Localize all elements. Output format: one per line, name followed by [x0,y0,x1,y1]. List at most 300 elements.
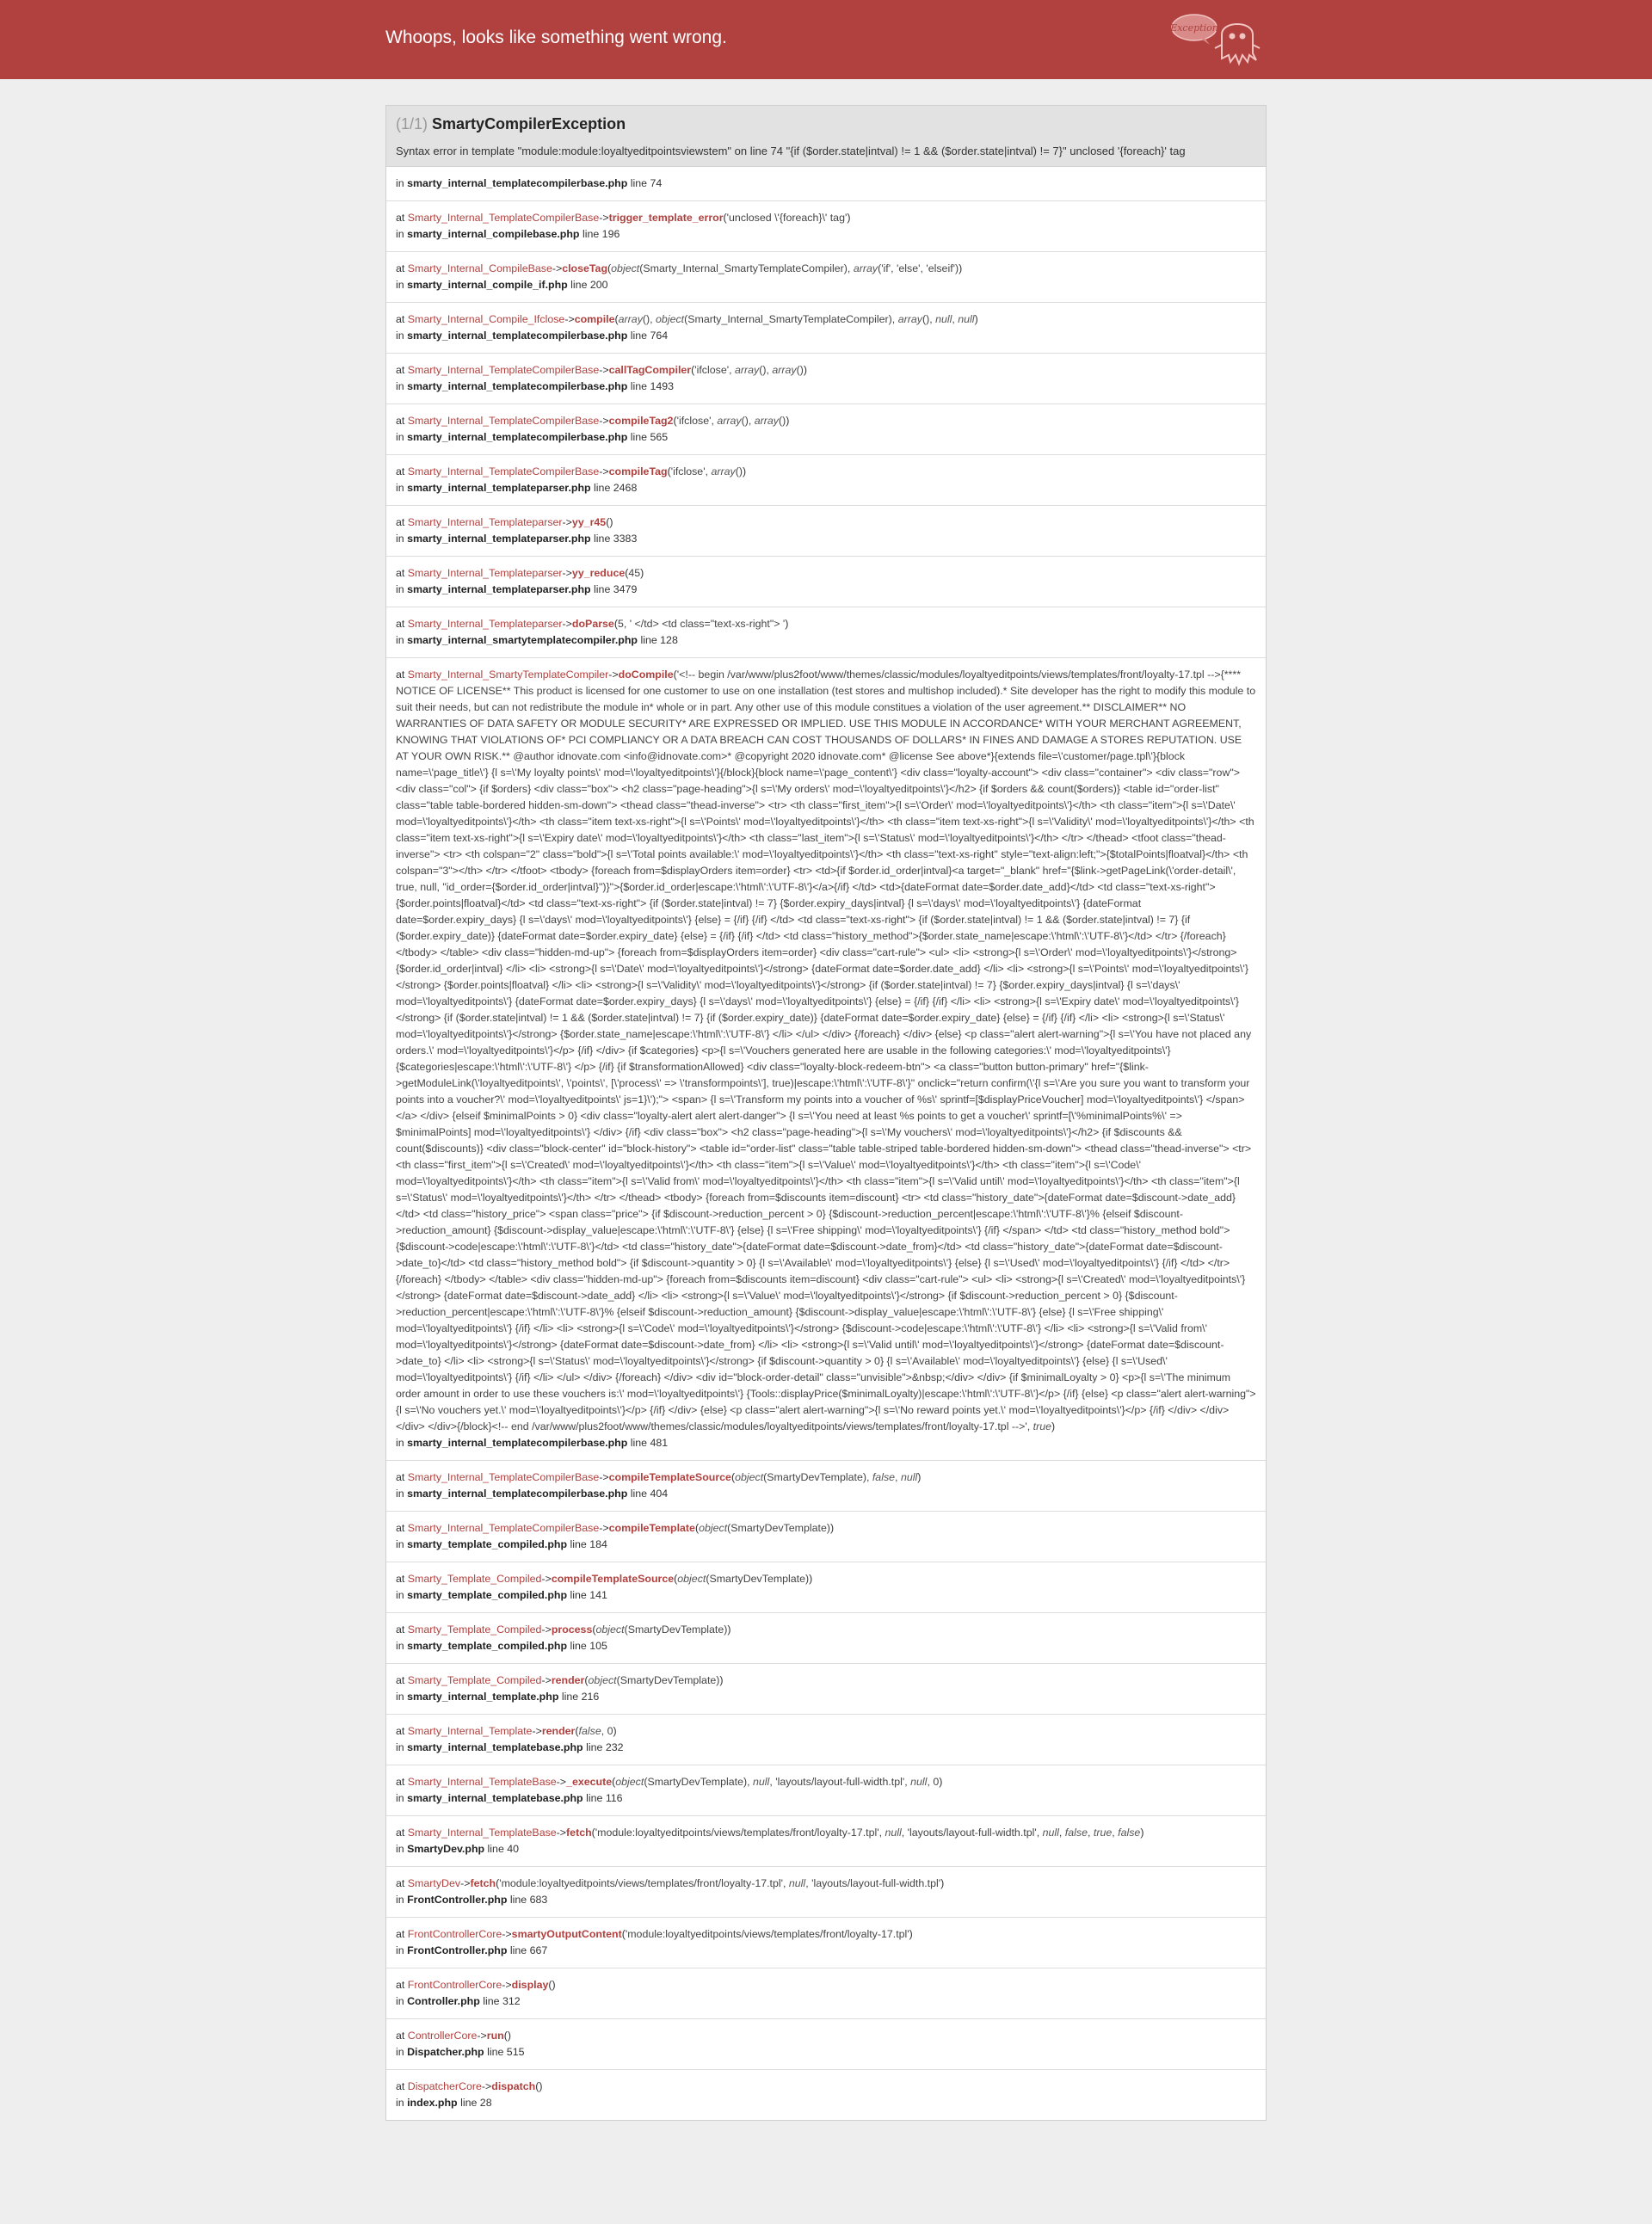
trace-at-label: at [396,212,405,224]
trace-line: line 216 [561,1691,600,1703]
trace-argument: () [735,465,743,477]
trace-line: line 3479 [594,583,638,595]
trace-arrow: -> [599,364,609,376]
trace-function[interactable]: compileTemplateSource [608,1471,731,1483]
trace-call: at FrontControllerCore->smartyOutputContent('module:loyaltyeditpoints/views/templates/front/loyalty-17.tpl') [396,1928,913,1940]
trace-argument: null [1042,1827,1059,1839]
trace-at-label: at [396,1725,405,1737]
trace-argument: (Smarty_Internal_SmartyTemplateCompiler), [684,313,898,325]
trace-at-label: at [396,465,405,477]
trace-location [396,1689,1256,1705]
trace-item [386,506,1266,557]
trace-argument: array [772,364,797,376]
trace-location [396,480,1256,496]
trace-at-label: at [396,1928,405,1940]
trace-class[interactable]: Smarty_Internal_Templateparser [407,567,563,579]
trace-argument: (SmartyDevTemplate) [727,1522,830,1534]
trace-argument: , 'layouts/layout-full-width.tpl', [769,1776,911,1788]
bottom-spacer [0,2121,1652,2155]
trace-argument: 'module:loyaltyeditpoints/views/templates/front/loyalty-17.tpl', [595,1827,885,1839]
trace-argument: object [615,1776,644,1788]
trace-argument: null [910,1776,928,1788]
trace-arrow: -> [556,1776,567,1788]
trace-arrow: -> [541,1573,552,1585]
trace-in-label: in [396,1691,404,1703]
trace-location [396,379,1256,395]
trace-file[interactable]: smarty_internal_templatebase.php [407,1741,583,1753]
trace-function[interactable]: process [551,1623,593,1636]
trace-item [386,201,1266,252]
trace-in-label: in [396,634,404,646]
trace-item [386,607,1266,658]
trace-item [386,167,1266,201]
trace-class[interactable]: Smarty_Internal_TemplateCompilerBase [407,212,600,224]
trace-argument: (SmartyDevTemplate), [644,1776,754,1788]
trace-function[interactable]: fetch [470,1877,496,1889]
trace-file[interactable]: smarty_internal_templatecompilerbase.php [407,431,628,443]
trace-location [396,1892,1256,1908]
trace-argument: false [578,1725,601,1737]
trace-in-label: in [396,1437,404,1449]
trace-at-label: at [396,1827,405,1839]
trace-call: at Smarty_Internal_Templateparser->yy_reduce(45) [396,567,644,579]
trace-arrow: -> [532,1725,542,1737]
trace-in-label: in [396,1894,404,1906]
trace-in-label: in [396,1944,404,1956]
trace-class[interactable]: Smarty_Internal_Compile_Ifclose [407,313,565,325]
trace-line: line 667 [509,1944,548,1956]
trace-argument: (SmartyDevTemplate) [616,1674,720,1686]
trace-argument: () [796,364,804,376]
trace-call: at Smarty_Internal_TemplateCompilerBase->compileTemplate(object(SmartyDevTemplate)) [396,1522,835,1534]
trace-arrow: -> [562,618,572,630]
trace-argument: array [711,465,736,477]
trace-call: at Smarty_Template_Compiled->process(object(SmartyDevTemplate)) [396,1623,731,1636]
trace-line: line 1493 [630,380,675,392]
trace-class[interactable]: Smarty_Internal_Template [407,1725,533,1737]
trace-class[interactable]: FrontControllerCore [407,1928,502,1940]
trace-call: at DispatcherCore->dispatch() [396,2080,543,2092]
trace-argument: '<!-- begin /var/www/plus2foot/www/themes/classic/modules/loyaltyeditpoints/views/templates/front/loyalty-17.tpl -->{**** NOTICE OF LICENSE** This product is licensed for one customer to use on one installation (test stores and multishop included).* Site developer has the right to modify this module to suit their needs, but can not redistribute the module in* whole or in part. Any other use of this module constitues a violation of the user agreement.** DISCLAIMER** NO WARRANTIES OF DATA SAFETY OR MODULE SECURITY* ARE EXPRESSED OR IMPLIED. USE THIS MODULE IN ACCORDANCE* WITH YOUR MERCHANT AGREEMENT, KNOWING THAT VIOLATIONS OF* PCI COMPLIANCY OR A DATA BREACH CAN COST THOUSANDS OF DOLLARS* IN FINES AND DAMAGE A STORES REPUTATION. USE AT YOUR OWN RISK.** @author idnovate.com <info@idnovate.com>* @copyright 2020 idnovate.com* @license See above*}{extends file=\'customer/page.tpl\'}{block name=\'page_title\'} {l s=\'My loyalty points\' mod=\'loyaltyeditpoints\'}{/block}{block name=\'page_content\'} <div class="loyalty-account"> <div class="container"> <div class="row"> <div class="col"> {if $orders} <div class="box"> <h2 class="page-heading">{l s=\'My orders\' mod=\'loyaltyeditpoints\'}</h2> {if $orders && count($orders)} <table id="order-list" class="table table-bordered hidden-sm-down"> <thead class="thead-inverse"> <tr> <th class="first_item">{l s=\'Order\' mod=\'loyaltyeditpoints\'}</th> <th class="item">{l s=\'Date\' mod=\'loyaltyeditpoints\'}</th> <th class="item text-xs-right">{l s=\'Points\' mod=\'loyaltyeditpoints\'}</th> <th class="item text-xs-right">{l s=\'Validity\' mod=\'loyaltyeditpoints\'}</th> <th class="item text-xs-right">{l s=\'Expiry date\' mod=\'loyaltyeditpoints\'}</th> <th class="last_item">{l s=\'Status\' mod=\'loyaltyeditpoints\'}</th> </tr> </thead> <tfoot class="thead-inverse"> <tr> <th colspan="2" class="bold">{l s=\'Total points available:\' mod=\'loyaltyeditpoints\'}</th> <th class="text-xs-right" style="text-align:left;">{$totalPoints|floatval}</th> <th colspan="3"></th> </tr> </tfoot> <tbody> {foreach from=$displayOrders item=order} <tr> <td>{if $order.id_order|intval}<a target="_blank" href="{$link->getPageLink(\'order-detail\', true, null, "id_order={$order.id_order|intval}")}">{$order.id_order|escape:\'html\':\'UTF-8\'}</a>{/if} </td> <td>{dateFormat date=$order.date_add}</td> <td class="text-xs-right">{$order.points|floatval}</td> <td class="text-xs-right"> {if ($order.state|intval) != 7} {$order.expiry_days|intval} {l s=\'days\' mod=\'loyaltyeditpoints\'} {dateFormat date=$order.expiry_days} {l s=\'days\' mod=\'loyaltyeditpoints\'} {else} = {/if} {/if} </td> <td class="text-xs-right"> {if ($order.state|intval) != 1 && ($order.state|intval) != 7} {if ($order.expiry_date)} {dateFormat date=$order.expiry_date} {else} = {/if} {/if} </td> <td class="history_method">{$order.state_name|escape:\'html\':\'UTF-8\'}</td> </tr> {/foreach} </tbody> </table> <div class="hidden-md-up"> {foreach from=$displayOrders item=order} <div class="cart-rule"> <ul> <li> <strong>{l s=\'Order\' mod=\'loyaltyeditpoints\'}</strong> {$order.id_order|intval} </li> <li> <strong>{l s=\'Date\' mod=\'loyaltyeditpoints\'}</strong> {dateFormat date=$order.date_add} </li> <li> <strong>{l s=\'Points\' mod=\'loyaltyeditpoints\'}</strong> {$order.points|floatval} </li> <li> <strong>{l s=\'Validity\' mod=\'loyaltyeditpoints\'}</strong> {if ($order.state|intval) != 7} {$order.expiry_days|intval} {l s=\'days\' mod=\'loyaltyeditpoints\'} {dateFormat date=$order.expiry_days} {l s=\'days\' mod=\'loyaltyeditpoints\'} {else} = {/if} {/if} </li> <li> <strong>{l s=\'Expiry date\' mod=\'loyaltyeditpoints\'}</strong> {if ($order.state|intval) != 1 && ($order.state|intval) != 7} {if ($order.expiry_date)} {dateFormat date=$order.expiry_date} {else} = {/if} {/if} </li> <li> <strong>{l s=\'Status\' mod=\'loyaltyeditpoints\'}</strong> {$order.state_name|escape:\'html\':\'UTF-8\'} </li> </ul> </div> {/foreach} </div> {else} <p class="alert alert-warning">{l s=\'You have not placed any orders.\' mod=\'loyaltyeditpoints\'}</p> {/if} </div> {if $categories} <p>{l s=\'Vouchers generated here are usable in the following categories:\' mod=\'loyaltyeditpoints\'} {$categories|escape:\'html\':\'UTF-8\'} </p> {/if} {if $transformationAllowed} <div class="loyalty-block-redeem-btn"> <a class="button button-primary" href="{$link->getModuleLink(\'loyaltyeditpoints\', \'points\', [\'process\' => \'transformpoints\'], true)|escape:\'html\':\'UTF-8\'}" onclick="return confirm(\'{l s=\'Are you sure you want to transform your points into a voucher?\' mod=\'loyaltyeditpoints\' js=1}\');"> <span> {l s=\'Transform my points into a voucher of %s\' sprintf=[$displayPriceVoucher] mod=\'loyaltyeditpoints\'} </span> </a> </div> {elseif $minimalPoints > 0} <div class="loyalty-alert alert alert-danger"> {l s=\'You need at least %s points to get a voucher\' sprintf=[\'%minimalPoints%\' => $minimalPoints] mod=\'loyaltyeditpoints\'} </div> {/if} <div class="box"> <h2 class="page-heading">{l s=\'My vouchers\' mod=\'loyaltyeditpoints\'}</h2> {if $discounts && count($discounts)} <div class="block-center" id="block-history"> <table id="order-list" class="table table-striped table-bordered hidden-sm-down"> <thead class="thead-inverse"> <tr> <th class="first_item">{l s=\'Created\' mod=\'loyaltyeditpoints\'}</th> <th class="item">{l s=\'Value\' mod=\'loyaltyeditpoints\'}</th> <th class="item">{l s=\'Code\' mod=\'loyaltyeditpoints\'}</th> <th class="item">{l s=\'Valid from\' mod=\'loyaltyeditpoints\'}</th> <th class="item">{l s=\'Valid until\' mod=\'loyaltyeditpoints\'}</th> <th class="item">{l s=\'Status\' mod=\'loyaltyeditpoints\'}</th> </tr> </thead> <tbody> {foreach from=$discounts item=discount} <tr> <td class="history_date">{dateFormat date=$discount->date_add}</td> <td class="history_price"> <span class="price"> {if $discount->reduction_percent > 0} {$discount->reduction_percent|escape:\'html\':\'UTF-8\'}% {elseif $discount->reduction_amount} {$discount->display_value|escape:\'html\':\'UTF-8\'} {else} {l s=\'Free shipping\' mod=\'loyaltyeditpoints\'} {/if} </span> </td> <td class="history_method bold">{$discount->code|escape:\'html\':\'UTF-8\'}</td> <td class="history_date">{dateFormat date=$discount->date_from}</td> <td class="history_date">{dateFormat date=$discount->date_to}</td> <td class="history_method bold"> {if $discount->quantity > 0} {l s=\'Available\' mod=\'loyaltyeditpoints\'} {else} {l s=\'Used\' mod=\'loyaltyeditpoints\'} {/if} </td> </tr> {/foreach} </tbody> </table> <div class="hidden-md-up"> {foreach from=$discounts item=discount} <div class="cart-rule"> <ul> <li> <strong>{l s=\'Created\' mod=\'loyaltyeditpoints\'}</strong> {dateFormat date=$discount->date_add} </li> <li> <strong>{l s=\'Value\' mod=\'loyaltyeditpoints\'}</strong> {if $discount->reduction_percent > 0} {$discount->reduction_percent|escape:\'html\':\'UTF-8\'}% {elseif $discount->reduction_amount} {$discount->display_value|escape:\'html\':\'UTF-8\'} {else} {l s=\'Free shipping\' mod=\'loyaltyeditpoints\'} {/if} </li> <li> <strong>{l s=\'Code\' mod=\'loyaltyeditpoints\'}</strong> {$discount->code|escape:\'html\':\'UTF-8\'} </li> <li> <strong>{l s=\'Valid from\' mod=\'loyaltyeditpoints\'}</strong> {dateFormat date=$discount->date_from} </li> <li> <strong>{l s=\'Valid until\' mod=\'loyaltyeditpoints\'}</strong> {dateFormat date=$discount->date_to} </li> <li> <strong>{l s=\'Status\' mod=\'loyaltyeditpoints\'}</strong> {if $discount->quantity > 0} {l s=\'Available\' mod=\'loyaltyeditpoints\'} {else} {l s=\'Used\' mod=\'loyaltyeditpoints\'} {/if} </li> </ul> </div> {/foreach} </div> <div id="block-order-detail" class="unvisible">&nbsp;</div> </div> {if $minimalLoyalty > 0} <p>{l s=\'The minimum order amount in order to use these vouchers is:\' mod=\'loyaltyeditpoints\'} {Tools::displayPrice($minimalLoyalty)|escape:\'html\':\'UTF-8\'}</p> {/if} {else} <p class="alert alert-warning">{l s=\'No vouchers yet.\' mod=\'loyaltyeditpoints\'}</p> {/if} </div> {else} <p class="alert alert-warning">{l s=\'No reward points yet.\' mod=\'loyaltyeditpoints\'}</p> {/if} </div> </div> </div> </div>{/block}<!-- end /var/www/plus2foot/www/themes/classic/modules/loyaltyeditpoints/views/templates/front/loyalty-17.tpl -->', [396,668,1259,1432]
trace-call: at ControllerCore->run() [396,2030,511,2042]
trace-class[interactable]: Smarty_Internal_Templateparser [407,516,563,528]
trace-call: at Smarty_Internal_Templateparser->yy_r45() [396,516,613,528]
trace-argument: (), [922,313,936,325]
trace-file[interactable]: smarty_internal_template.php [407,1691,559,1703]
trace-location [396,582,1256,598]
trace-function[interactable]: smartyOutputContent [511,1928,622,1940]
trace-call: at Smarty_Internal_TemplateBase->fetch('module:loyaltyeditpoints/views/templates/front/loyalty-17.tpl', null, 'layouts/layout-full-width.tpl', null, false, true, false) [396,1827,1144,1839]
trace-argument: object [677,1573,706,1585]
trace-arrow: -> [556,1827,567,1839]
trace-location [396,2095,1256,2111]
trace-location [396,277,1256,293]
trace-function[interactable]: render [551,1674,585,1686]
trace-at-label: at [396,1674,405,1686]
trace-in-label: in [396,482,404,494]
trace-arrow: -> [552,262,563,274]
trace-at-label: at [396,313,405,325]
trace-argument: 'ifclose', [676,415,718,427]
exception-header [386,106,1266,167]
trace-item [386,1461,1266,1512]
trace-argument: 'ifclose', [694,364,735,376]
trace-in-label: in [396,1792,404,1804]
trace-call: at Smarty_Internal_Templateparser->doParse(5, ' </td> <td class="text-xs-right"> ') [396,618,789,630]
trace-location [396,328,1256,344]
trace-file[interactable]: smarty_template_compiled.php [407,1589,568,1601]
trace-in-label: in [396,177,404,189]
trace-location [396,1993,1256,2010]
trace-location [396,632,1256,649]
trace-at-label: at [396,364,405,376]
trace-function[interactable]: compileTemplate [608,1522,695,1534]
trace-item [386,455,1266,506]
trace-argument: array [735,364,760,376]
trace-argument: array [717,415,742,427]
trace-argument: object [699,1522,728,1534]
trace-in-label: in [396,1741,404,1753]
trace-argument: false [872,1471,896,1483]
trace-line: line 116 [586,1792,623,1804]
trace-argument: object [656,313,685,325]
trace-arrow: -> [541,1623,552,1636]
trace-argument: () [778,415,786,427]
trace-arrow: -> [481,2080,492,2092]
trace-item [386,354,1266,404]
trace-function[interactable]: compileTemplateSource [551,1573,675,1585]
trace-at-label: at [396,1877,405,1889]
trace-class[interactable]: Smarty_Internal_TemplateBase [407,1827,557,1839]
trace-file[interactable]: smarty_internal_compile_if.php [407,279,568,291]
trace-in-label: in [396,1538,404,1550]
trace-argument: 'unclosed \'{foreach}\' tag' [726,212,848,224]
trace-at-label: at [396,1776,405,1788]
trace-class[interactable]: Smarty_Internal_TemplateBase [407,1776,557,1788]
trace-item [386,2070,1266,2120]
trace-at-label: at [396,1979,405,1991]
trace-argument: , [1058,1827,1065,1839]
trace-argument: true [1032,1420,1051,1432]
trace-call: at Smarty_Internal_TemplateCompilerBase->compileTag('ifclose', array()) [396,465,747,477]
trace-argument: array [897,313,922,325]
trace-argument: 'module:loyaltyeditpoints/views/templates/front/loyalty-17.tpl', [499,1877,789,1889]
trace-argument: true [1093,1827,1113,1839]
trace-argument: , [952,313,959,325]
trace-file[interactable]: smarty_internal_templatecompilerbase.php [407,1488,628,1500]
trace-file[interactable]: smarty_internal_templatecompilerbase.php [407,330,628,342]
trace-file[interactable]: Controller.php [407,1995,480,2007]
trace-class[interactable]: Smarty_Internal_SmartyTemplateCompiler [407,668,609,681]
trace-item [386,303,1266,354]
trace-argument: null [885,1827,902,1839]
trace-item [386,1562,1266,1613]
trace-in-label: in [396,1995,404,2007]
trace-class[interactable]: SmartyDev [407,1877,461,1889]
trace-argument: , 'layouts/layout-full-width.tpl', [901,1827,1043,1839]
trace-line: line 196 [582,228,620,240]
trace-location [396,1790,1256,1807]
trace-line: line 481 [630,1437,669,1449]
trace-argument: 'ifclose', [670,465,712,477]
trace-item [386,2019,1266,2070]
trace-arrow: -> [502,1979,512,1991]
trace-argument: (SmartyDevTemplate) [706,1573,810,1585]
trace-class[interactable]: Smarty_Template_Compiled [407,1623,542,1636]
trace-call: at Smarty_Template_Compiled->compileTemplateSource(object(SmartyDevTemplate)) [396,1573,813,1585]
trace-line: line 74 [630,177,663,189]
trace-file[interactable]: SmartyDev.php [407,1843,485,1855]
trace-in-label: in [396,431,404,443]
trace-line: line 232 [586,1741,624,1753]
trace-function[interactable]: run [486,2030,504,2042]
trace-line: line 515 [487,2046,525,2058]
trace-function[interactable]: yy_r45 [571,516,607,528]
trace-file[interactable]: smarty_internal_templatebase.php [407,1792,583,1804]
trace-class[interactable]: Smarty_Template_Compiled [407,1573,542,1585]
trace-argument: false [1064,1827,1088,1839]
trace-call: at Smarty_Internal_CompileBase->closeTag(object(Smarty_Internal_SmartyTemplateCompiler), array('if', 'else', 'elseif')) [396,262,963,274]
trace-function[interactable]: callTagCompiler [608,364,692,376]
trace-arrow: -> [608,668,619,681]
trace-file[interactable]: smarty_internal_templateparser.php [407,482,591,494]
trace-at-label: at [396,668,405,681]
trace-in-label: in [396,1843,404,1855]
trace-file[interactable]: FrontController.php [407,1944,508,1956]
trace-argument: null [753,1776,770,1788]
trace-argument: , 0 [601,1725,613,1737]
trace-in-label: in [396,583,404,595]
exception-block [385,105,1267,2121]
trace-file[interactable]: smarty_internal_templateparser.php [407,533,591,545]
trace-file[interactable]: smarty_internal_compilebase.php [407,228,580,240]
trace-class[interactable]: Smarty_Internal_TemplateCompilerBase [407,1471,600,1483]
trace-line: line 2468 [594,482,638,494]
trace-line: line 3383 [594,533,638,545]
trace-location [396,1537,1256,1553]
trace-item [386,1816,1266,1867]
trace-item [386,658,1266,1461]
trace-file[interactable]: smarty_internal_templatecompilerbase.php [407,1437,628,1449]
trace-class[interactable]: Smarty_Internal_TemplateCompilerBase [407,415,600,427]
trace-item [386,1512,1266,1562]
trace-call: at Smarty_Internal_SmartyTemplateCompiler->doCompile('<!-- begin /var/www/plus2foot/www/themes/classic/modules/loyaltyeditpoints/views/templates/front/loyalty-17.tpl -->{**** NOTICE OF LICENSE** This product is licensed for one customer to use on one installation (test stores and multishop included).* Site developer has the right to modify this module to suit their needs, but can not redistribute the module in* whole or in part. Any other use of this module constitues a violation of the user agreement.** DISCLAIMER** NO WARRANTIES OF DATA SAFETY OR MODULE SECURITY* ARE EXPRESSED OR IMPLIED. USE THIS MODULE IN ACCORDANCE* WITH YOUR MERCHANT AGREEMENT, KNOWING THAT VIOLATIONS OF* PCI COMPLIANCY OR A DATA BREACH CAN COST THOUSANDS OF DOLLARS* IN FINES AND DAMAGE A STORES REPUTATION. USE AT YOUR OWN RISK.** @author idnovate.com <info@idnovate.com>* @copyright 2020 idnovate.com* @license See above*}{extends file=\'customer/page.tpl\'}{block name=\'page_title\'} {l s=\'My loyalty points\' mod=\'loyaltyeditpoints\'}{/block}{block name=\'page_content\'} <div class="loyalty-account"> <div class="container"> <div class="row"> <div class="col"> {if $orders} <div class="box"> <h2 class="page-heading">{l s=\'My orders\' mod=\'loyaltyeditpoints\'}</h2> {if $orders && count($orders)} <table id="order-list" class="table table-bordered hidden-sm-down"> <thead class="thead-inverse"> <tr> <th class="first_item">{l s=\'Order\' mod=\'loyaltyeditpoints\'}</th> <th class="item">{l s=\'Date\' mod=\'loyaltyeditpoints\'}</th> <th class="item text-xs-right">{l s=\'Points\' mod=\'loyaltyeditpoints\'}</th> <th class="item text-xs-right">{l s=\'Validity\' mod=\'loyaltyeditpoints\'}</th> <th class="item text-xs-right">{l s=\'Expiry date\' mod=\'loyaltyeditpoints\'}</th> <th class="last_item">{l s=\'Status\' mod=\'loyaltyeditpoints\'}</th> </tr> </thead> <tfoot class="thead-inverse"> <tr> <th colspan="2" class="bold">{l s=\'Total points available:\' mod=\'loyaltyeditpoints\'}</th> <th class="text-xs-right" style="text-align:left;">{$totalPoints|floatval}</th> <th colspan="3"></th> </tr> </tfoot> <tbody> {foreach from=$displayOrders item=order} <tr> <td>{if $order.id_order|intval}<a target="_blank" href="{$link->getPageLink(\'order-detail\', true, null, "id_order={$order.id_order|intval}")}">{$order.id_order|escape:\'html\':\'UTF-8\'}</a>{/if} </td> <td>{dateFormat date=$order.date_add}</td> <td class="text-xs-right">{$order.points|floatval}</td> <td class="text-xs-right"> {if ($order.state|intval) != 7} {$order.expiry_days|intval} {l s=\'days\' mod=\'loyaltyeditpoints\'} {dateFormat date=$order.expiry_days} {l s=\'days\' mod=\'loyaltyeditpoints\'} {else} = {/if} {/if} </td> <td class="text-xs-right"> {if ($order.state|intval) != 1 && ($order.state|intval) != 7} {if ($order.expiry_date)} {dateFormat date=$order.expiry_date} {else} = {/if} {/if} </td> <td class="history_method">{$order.state_name|escape:\'html\':\'UTF-8\'}</td> </tr> {/foreach} </tbody> </table> <div class="hidden-md-up"> {foreach from=$displayOrders item=order} <div class="cart-rule"> <ul> <li> <strong>{l s=\'Order\' mod=\'loyaltyeditpoints\'}</strong> {$order.id_order|intval} </li> <li> <strong>{l s=\'Date\' mod=\'loyaltyeditpoints\'}</strong> {dateFormat date=$order.date_add} </li> <li> <strong>{l s=\'Points\' mod=\'loyaltyeditpoints\'}</strong> {$order.points|floatval} </li> <li> <strong>{l s=\'Validity\' mod=\'loyaltyeditpoints\'}</strong> {if ($order.state|intval) != 7} {$order.expiry_days|intval} {l s=\'days\' mod=\'loyaltyeditpoints\'} {dateFormat date=$order.expiry_days} {l s=\'days\' mod=\'loyaltyeditpoints\'} {else} = {/if} {/if} </li> <li> <strong>{l s=\'Expiry date\' mod=\'loyaltyeditpoints\'}</strong> {if ($order.state|intval) != 1 && ($order.state|intval) != 7} {if ($order.expiry_date)} {dateFormat date=$order.expiry_date} {else} = {/if} {/if} </li> <li> <strong>{l s=\'Status\' mod=\'loyaltyeditpoints\'}</strong> {$order.state_name|escape:\'html\':\'UTF-8\'} </li> </ul> </div> {/foreach} </div> {else} <p class="alert alert-warning">{l s=\'You have not placed any orders.\' mod=\'loyaltyeditpoints\'}</p> {/if} </div> {if $categories} <p>{l s=\'Vouchers generated here are usable in the following categories:\' mod=\'loyaltyeditpoints\'} {$categories|escape:\'html\':\'UTF-8\'} </p> {/if} {if $transformationAllowed} <div class="loyalty-block-redeem-btn"> <a class="button button-primary" href="{$link->getModuleLink(\'loyaltyeditpoints\', \'points\', [\'process\' => \'transformpoints\'], true)|escape:\'html\':\'UTF-8\'}" onclick="return confirm(\'{l s=\'Are you sure you want to transform your points into a voucher?\' mod=\'loyaltyeditpoints\' js=1}\');"> <span> {l s=\'Transform my points into a voucher of %s\' sprintf=[$displayPriceVoucher] mod=\'loyaltyeditpoints\'} </span> </a> </div> {elseif $minimalPoints > 0} <div class="loyalty-alert alert alert-danger"> {l s=\'You need at least %s points to get a voucher\' sprintf=[\'%minimalPoints%\' => $minimalPoints] mod=\'loyaltyeditpoints\'} </div> {/if} <div class="box"> <h2 class="page-heading">{l s=\'My vouchers\' mod=\'loyaltyeditpoints\'}</h2> {if $discounts && count($discounts)} <div class="block-center" id="block-history"> <table id="order-list" class="table table-striped table-bordered hidden-sm-down"> <thead class="thead-inverse"> <tr> <th class="first_item">{l s=\'Created\' mod=\'loyaltyeditpoints\'}</th> <th class="item">{l s=\'Value\' mod=\'loyaltyeditpoints\'}</th> <th class="item">{l s=\'Code\' mod=\'loyaltyeditpoints\'}</th> <th class="item">{l s=\'Valid from\' mod=\'loyaltyeditpoints\'}</th> <th class="item">{l s=\'Valid until\' mod=\'loyaltyeditpoints\'}</th> <th class="item">{l s=\'Status\' mod=\'loyaltyeditpoints\'}</th> </tr> </thead> <tbody> {foreach from=$discounts item=discount} <tr> <td class="history_date">{dateFormat date=$discount->date_add}</td> <td class="history_price"> <span class="price"> {if $discount->reduction_percent > 0} {$discount->reduction_percent|escape:\'html\':\'UTF-8\'}% {elseif $discount->reduction_amount} {$discount->display_value|escape:\'html\':\'UTF-8\'} {else} {l s=\'Free shipping\' mod=\'loyaltyeditpoints\'} {/if} </span> </td> <td class="history_method bold">{$discount->code|escape:\'html\':\'UTF-8\'}</td> <td class="history_date">{dateFormat date=$discount->date_from}</td> <td class="history_date">{dateFormat date=$discount->date_to}</td> <td class="history_method bold"> {if $discount->quantity > 0} {l s=\'Available\' mod=\'loyaltyeditpoints\'} {else} {l s=\'Used\' mod=\'loyaltyeditpoints\'} {/if} </td> </tr> {/foreach} </tbody> </table> <div class="hidden-md-up"> {foreach from=$discounts item=discount} <div class="cart-rule"> <ul> <li> <strong>{l s=\'Created\' mod=\'loyaltyeditpoints\'}</strong> {dateFormat date=$discount->date_add} </li> <li> <strong>{l s=\'Value\' mod=\'loyaltyeditpoints\'}</strong> {if $discount->reduction_percent > 0} {$discount->reduction_percent|escape:\'html\':\'UTF-8\'}% {elseif $discount->reduction_amount} {$discount->display_value|escape:\'html\':\'UTF-8\'} {else} {l s=\'Free shipping\' mod=\'loyaltyeditpoints\'} {/if} </li> <li> <strong>{l s=\'Code\' mod=\'loyaltyeditpoints\'}</strong> {$discount->code|escape:\'html\':\'UTF-8\'} </li> <li> <strong>{l s=\'Valid from\' mod=\'loyaltyeditpoints\'}</strong> {dateFormat date=$discount->date_from} </li> <li> <strong>{l s=\'Valid until\' mod=\'loyaltyeditpoints\'}</strong> {dateFormat date=$discount->date_to} </li> <li> <strong>{l s=\'Status\' mod=\'loyaltyeditpoints\'}</strong> {if $discount->quantity > 0} {l s=\'Available\' mod=\'loyaltyeditpoints\'} {else} {l s=\'Used\' mod=\'loyaltyeditpoints\'} {/if} </li> </ul> </div> {/foreach} </div> <div id="block-order-detail" class="unvisible">&nbsp;</div> </div> {if $minimalLoyalty > 0} <p>{l s=\'The minimum order amount in order to use these vouchers is:\' mod=\'loyaltyeditpoints\'} {Tools::displayPrice($minimalLoyalty)|escape:\'html\':\'UTF-8\'}</p> {/if} {else} <p class="alert alert-warning">{l s=\'No vouchers yet.\' mod=\'loyaltyeditpoints\'}</p> {/if} </div> {else} <p class="alert alert-warning">{l s=\'No reward points yet.\' mod=\'loyaltyeditpoints\'}</p> {/if} </div> </div> </div> </div>{/block}<!-- end /var/www/plus2foot/www/themes/classic/modules/loyaltyeditpoints/views/templates/front/loyalty-17.tpl -->', true) [396,668,1259,1432]
trace-location [396,1435,1256,1451]
trace-arrow: -> [599,1522,609,1534]
trace-file[interactable]: smarty_internal_templateparser.php [407,583,591,595]
trace-function[interactable]: doParse [571,618,614,630]
trace-call: at Smarty_Internal_TemplateCompilerBase->trigger_template_error('unclosed \'{foreach}\' tag') [396,212,851,224]
trace-class[interactable]: Smarty_Internal_TemplateCompilerBase [407,465,600,477]
trace-function[interactable]: render [541,1725,576,1737]
trace-call: at Smarty_Internal_Template->render(false, 0) [396,1725,617,1737]
trace-class[interactable]: Smarty_Internal_TemplateCompilerBase [407,1522,600,1534]
trace-call: at Smarty_Internal_TemplateCompilerBase->callTagCompiler('ifclose', array(), array()) [396,364,808,376]
trace-argument: , 'layouts/layout-full-width.tpl' [805,1877,941,1889]
trace-file[interactable]: smarty_template_compiled.php [407,1640,568,1652]
trace-argument: object [588,1674,617,1686]
trace-line: line 184 [570,1538,607,1550]
trace-file[interactable]: index.php [407,2097,458,2109]
exception-title [396,113,1256,135]
trace-item [386,1918,1266,1968]
trace-line: line 40 [487,1843,520,1855]
trace-arrow: -> [599,1471,609,1483]
trace-file[interactable]: smarty_template_compiled.php [407,1538,568,1550]
trace-call: at Smarty_Template_Compiled->render(object(SmartyDevTemplate)) [396,1674,724,1686]
trace-class[interactable]: DispatcherCore [407,2080,482,2092]
trace-in-label: in [396,330,404,342]
trace-argument: object [611,262,640,274]
trace-argument: (SmartyDevTemplate), [763,1471,872,1483]
trace-class[interactable]: Smarty_Internal_TemplateCompilerBase [407,364,600,376]
trace-in-label: in [396,2046,404,2058]
trace-function[interactable]: yy_reduce [571,567,626,579]
trace-class[interactable]: Smarty_Template_Compiled [407,1674,542,1686]
trace-arrow: -> [599,212,609,224]
trace-in-label: in [396,380,404,392]
trace-at-label: at [396,1471,405,1483]
trace-function[interactable]: fetch [566,1827,592,1839]
trace-item [386,1715,1266,1765]
trace-call: at Smarty_Internal_TemplateCompilerBase->compileTag2('ifclose', array(), array()) [396,415,790,427]
trace-class[interactable]: Smarty_Internal_CompileBase [407,262,552,274]
trace-function[interactable]: closeTag [562,262,608,274]
trace-argument: 'module:loyaltyeditpoints/views/templates/front/loyalty-17.tpl' [625,1928,909,1940]
trace-arrow: -> [562,516,572,528]
trace-item [386,1765,1266,1816]
trace-line: line 312 [483,1995,521,2007]
trace-location [396,1943,1256,1959]
trace-line: line 200 [570,279,608,291]
exception-message: Syntax error in template "module:module:loyaltyeditpointsviewstem" on line 74 "{if ($order.state|intval) != 1 && ($order.state|intval) != 7}" unclosed '{foreach}' tag [396,145,1186,157]
trace-argument: (), [741,415,755,427]
trace-line: line 141 [570,1589,607,1601]
trace-arrow: -> [562,567,572,579]
trace-argument: (SmartyDevTemplate) [624,1623,728,1636]
trace-function[interactable]: compileTag [608,465,668,477]
trace-line: line 565 [630,431,669,443]
trace-file[interactable]: Dispatcher.php [407,2046,484,2058]
trace-function[interactable]: display [511,1979,549,1991]
trace-line: line 28 [460,2097,492,2109]
exception-class[interactable]: SmartyCompilerException [432,115,626,132]
trace-location [396,1486,1256,1502]
trace-file[interactable]: smarty_internal_smartytemplatecompiler.php [407,634,638,646]
trace-function[interactable]: trigger_template_error [608,212,724,224]
trace-function[interactable]: compileTag2 [608,415,674,427]
trace-class[interactable]: ControllerCore [407,2030,478,2042]
trace-arrow: -> [477,2030,487,2042]
trace-call: at SmartyDev->fetch('module:loyaltyeditpoints/views/templates/front/loyalty-17.tpl', null, 'layouts/layout-full-width.tpl') [396,1877,945,1889]
trace-arrow: -> [460,1877,471,1889]
trace-class[interactable]: FrontControllerCore [407,1979,502,1991]
trace-function[interactable]: _execute [566,1776,613,1788]
trace-arrow: -> [564,313,575,325]
trace-file[interactable]: FrontController.php [407,1894,508,1906]
trace-location [396,1841,1256,1857]
trace-call: at FrontControllerCore->display() [396,1979,556,1991]
trace-location [396,1740,1256,1756]
trace-file[interactable]: smarty_internal_templatecompilerbase.php [407,380,628,392]
trace-function[interactable]: compile [574,313,615,325]
trace-argument: (Smarty_Internal_SmartyTemplateCompiler), [639,262,854,274]
trace-in-label: in [396,279,404,291]
error-header [0,0,1652,79]
trace-function[interactable]: dispatch [491,2080,536,2092]
trace-argument: array [754,415,779,427]
trace-at-label: at [396,567,405,579]
trace-call: at Smarty_Internal_Compile_Ifclose->compile(array(), object(Smarty_Internal_SmartyTemplateCompiler), array(), null, null) [396,313,978,325]
trace-in-label: in [396,1589,404,1601]
trace-at-label: at [396,1623,405,1636]
trace-call: at Smarty_Internal_TemplateCompilerBase->compileTemplateSource(object(SmartyDevTemplate), false, null) [396,1471,922,1483]
trace-argument: array [853,262,878,274]
trace-argument: null [958,313,975,325]
trace-arrow: -> [599,415,609,427]
trace-in-label: in [396,228,404,240]
trace-argument: object [735,1471,764,1483]
trace-argument: 5, ' </td> <td class="text-xs-right"> ' [617,618,786,630]
trace-at-label: at [396,516,405,528]
trace-class[interactable]: Smarty_Internal_Templateparser [407,618,563,630]
trace-item [386,1613,1266,1664]
trace-arrow: -> [599,465,609,477]
trace-line: line 404 [630,1488,669,1500]
svg-text:Exception: Exception [1170,22,1218,34]
trace-at-label: at [396,618,405,630]
trace-argument: , 0 [927,1776,940,1788]
trace-arrow: -> [502,1928,512,1940]
trace-file[interactable]: smarty_internal_templatecompilerbase.php [407,177,628,189]
trace-argument: null [900,1471,918,1483]
trace-in-label: in [396,1488,404,1500]
trace-at-label: at [396,2080,405,2092]
trace-argument: 45 [628,567,641,579]
trace-argument: false [1118,1827,1141,1839]
trace-location [396,226,1256,243]
trace-argument: null [788,1877,806,1889]
trace-arrow: -> [541,1674,552,1686]
trace-location [396,1587,1256,1604]
trace-argument: object [595,1623,625,1636]
trace-location [396,1638,1256,1654]
trace-line: line 764 [630,330,669,342]
trace-at-label: at [396,2030,405,2042]
trace-line: line 683 [509,1894,548,1906]
trace-item [386,252,1266,303]
trace-at-label: at [396,1522,405,1534]
trace-call: at Smarty_Internal_TemplateBase->_execute(object(SmartyDevTemplate), null, 'layouts/layout-full-width.tpl', null, 0) [396,1776,943,1788]
trace-argument: , [1112,1827,1119,1839]
ghost-icon [1170,10,1267,71]
trace-argument: null [935,313,952,325]
trace-argument: (), [759,364,773,376]
trace-location [396,2044,1256,2061]
exception-count: (1/1) [396,115,428,132]
trace-at-label: at [396,1573,405,1585]
trace-line: line 105 [570,1640,607,1652]
trace-at-label: at [396,262,405,274]
trace-function[interactable]: doCompile [618,668,674,681]
trace-argument: , [895,1471,901,1483]
trace-item [386,1867,1266,1918]
trace-argument: , [1087,1827,1094,1839]
stack-trace [386,167,1266,2120]
trace-in-label: in [396,533,404,545]
error-title: Whoops, looks like something went wrong. [385,28,727,47]
trace-location [396,429,1256,446]
